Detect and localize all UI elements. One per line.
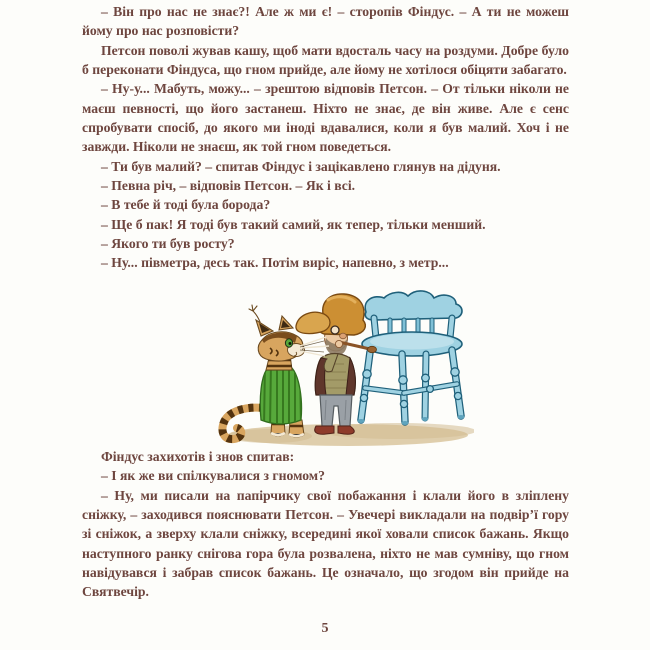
- paragraph: – Якого ти був росту?: [101, 236, 235, 252]
- paragraph: – Ну, ми писали на папірчику свої побажання і клали його в зліплену сніжку, – заходився пояснювати Петсон. – Увечері викладали на подвір’ї гору зі сніжок, а зверху клали сніжку, всередині якої ховали список бажань. Якщо наступного ранку снігова гора була розвалена, ніхто не мав сумніву, що гном навідувався і забрав список бажань. Це означало, що згодом він прийде на Святвечір.: [82, 487, 569, 600]
- tall-blue-chair: [358, 291, 465, 425]
- illustration-svg: [198, 290, 474, 452]
- page-number: 5: [321, 621, 329, 636]
- paragraph: – Певна річ, – відповів Петсон. – Як і всі.: [101, 178, 356, 194]
- paragraph: Петсон поволі жував кашу, щоб мати вдосталь часу на роздуми. Добре було б переконати Фіндуса, що гном прийде, але йому не хотілося обіцяти забагато.: [82, 42, 569, 78]
- glasses-icon: [331, 326, 339, 334]
- paragraph: – Він про нас не знає?! Але ж ми є! – сторопів Фіндус. – А ти не можеш йому про нас розповісти?: [82, 4, 569, 39]
- paragraph: – Ну-у... Мабуть, можу... – зрештою відповів Петсон. – От тільки ніколи не маєш певності, що його застанеш. Ніхто не знає, де він живе. Але є сенс спробувати спосіб, до якого ми іноді вдавалися, коли я був малий. Хоч і не завжди. Ніколи не знаєш, як той гном поведеться.: [82, 81, 569, 155]
- text-block-bottom: [82, 447, 569, 602]
- paragraph: – Ще б пак! Я тоді був такий самий, як тепер, тільки менший.: [101, 216, 486, 232]
- paragraph: – В тебе й тоді була борода?: [101, 197, 271, 213]
- text-block-top: [82, 2, 569, 273]
- paragraph: – Ну... півметра, десь так. Потім виріс, напевно, з метр...: [101, 255, 449, 271]
- cat-dress: [260, 362, 301, 428]
- paragraph: – Ти був малий? – спитав Фіндус і зацікавлено глянув на дідуня.: [101, 158, 501, 174]
- paragraph: Фіндус захихотів і знов спитав:: [101, 449, 295, 464]
- illustration-findus-and-young-pettson: [198, 290, 474, 452]
- paragraph: – І як же ви спілкувалися з гномом?: [101, 468, 325, 484]
